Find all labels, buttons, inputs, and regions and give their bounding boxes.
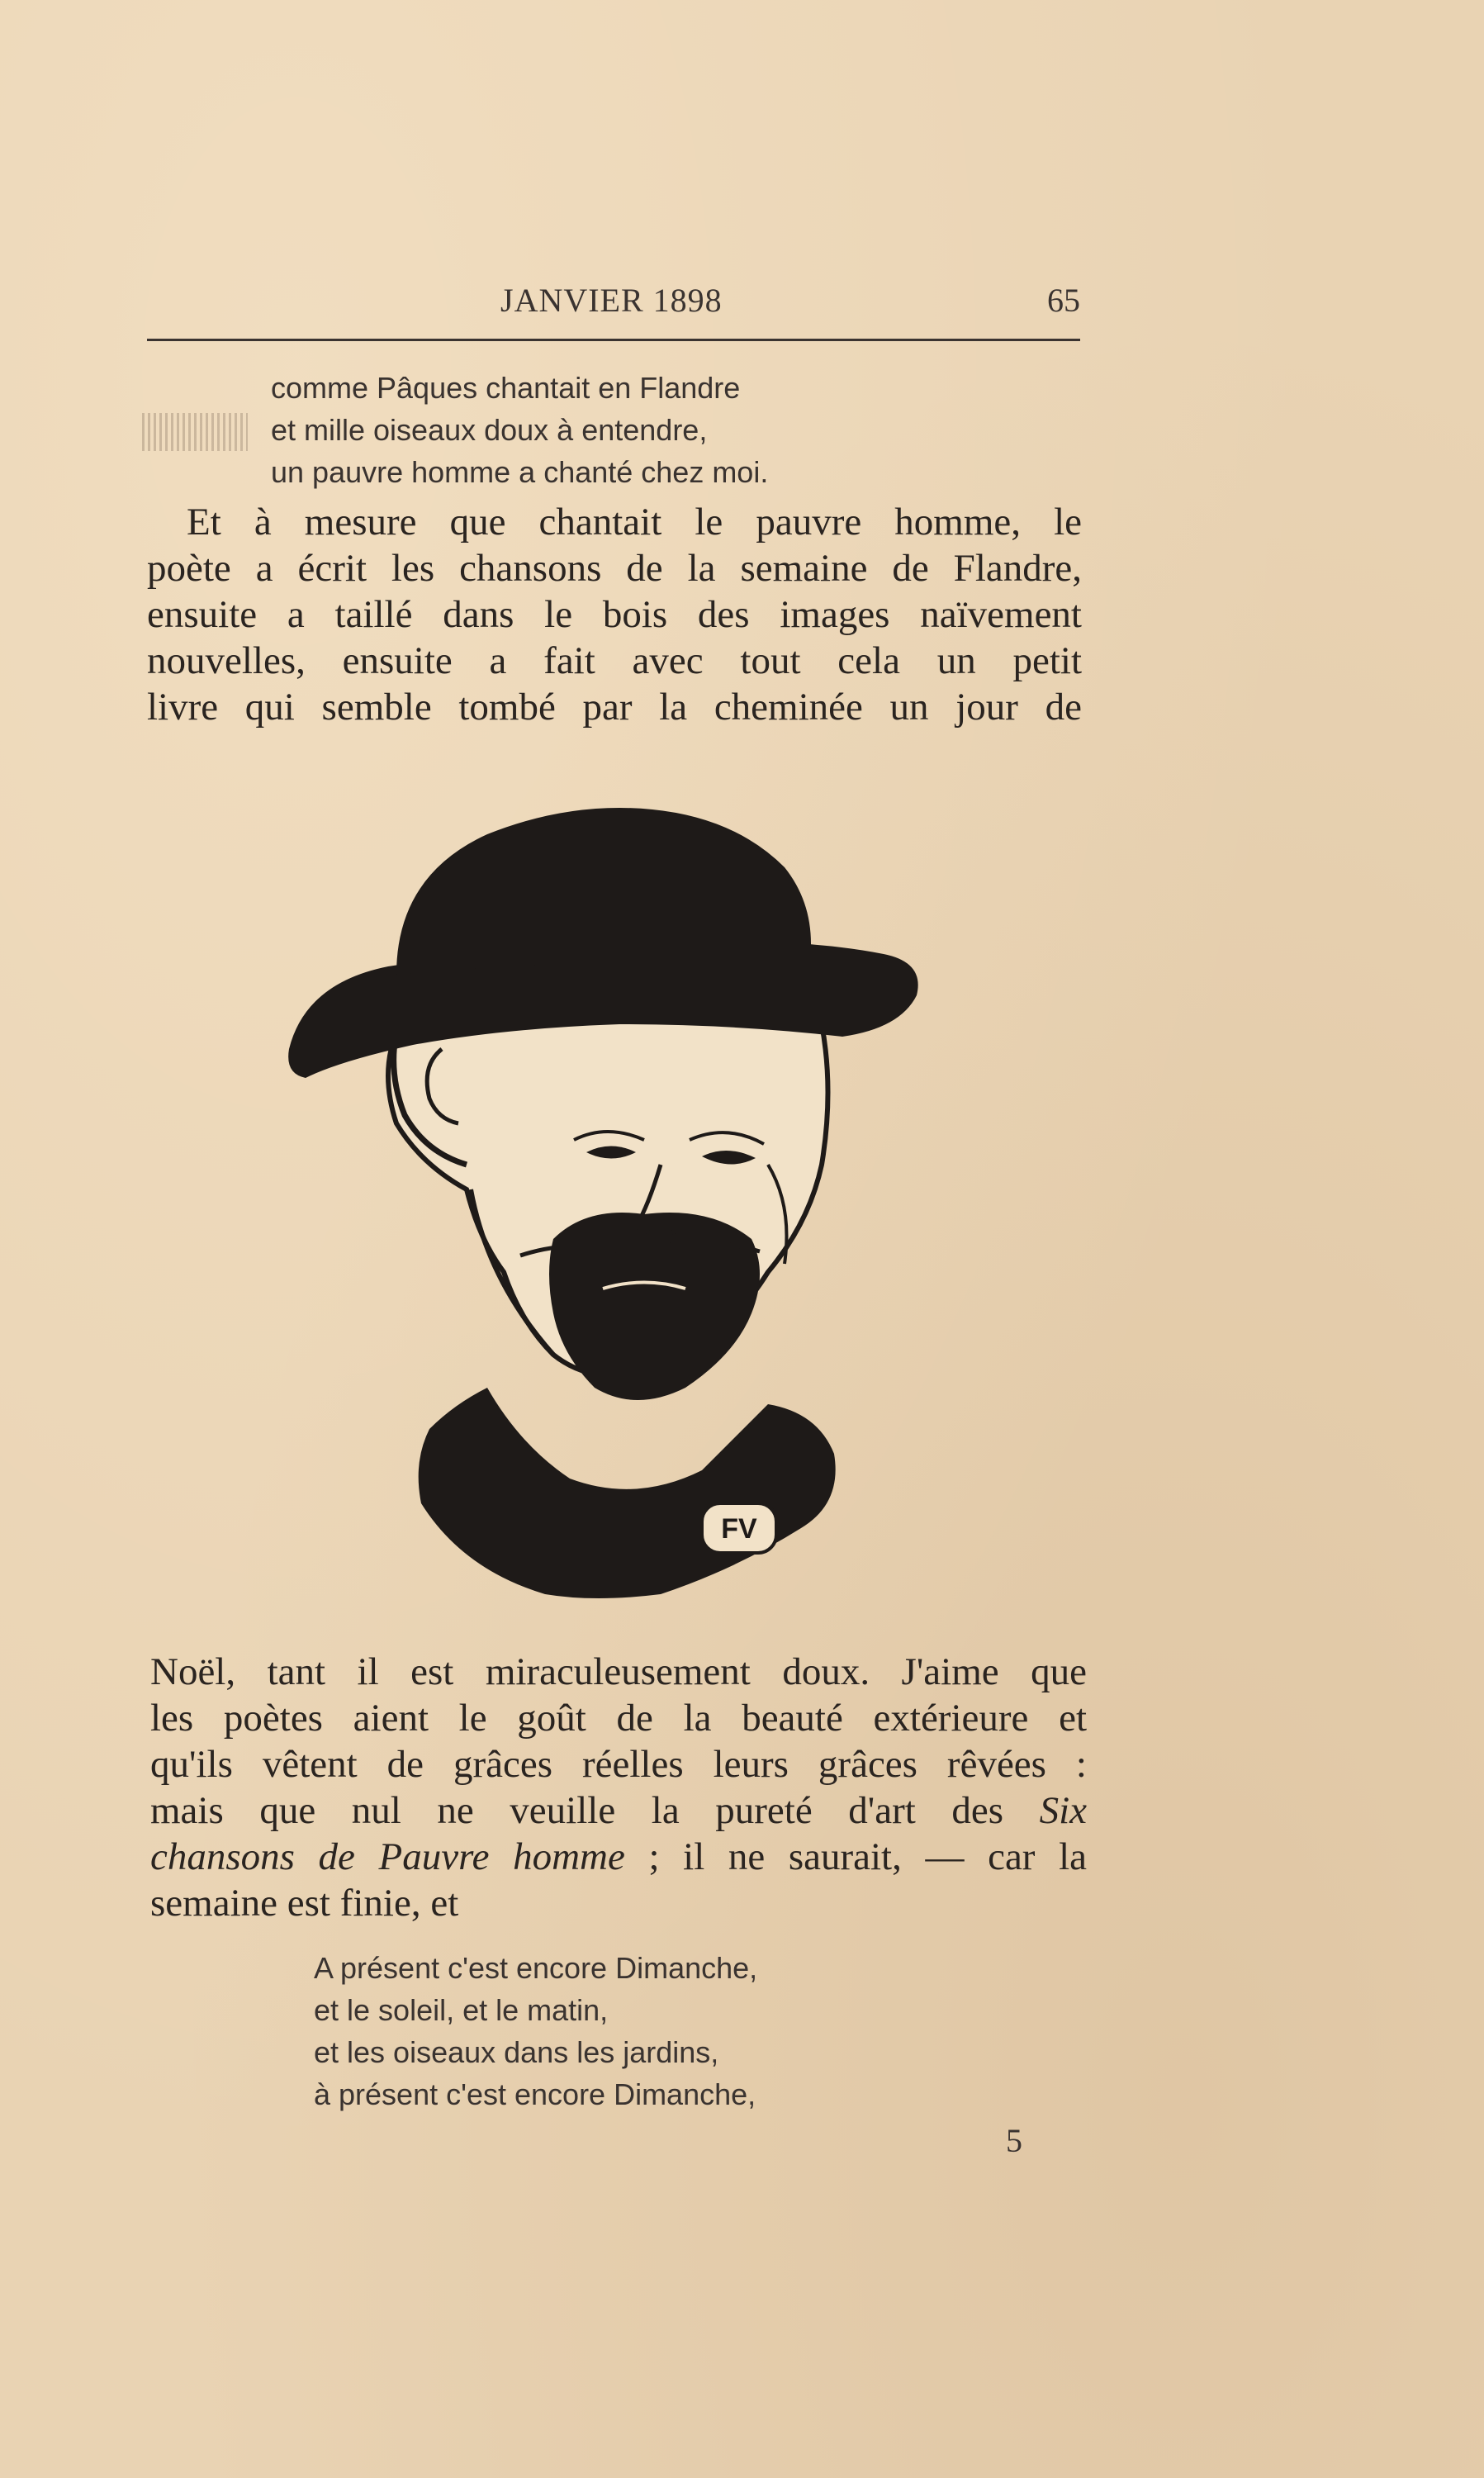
text-line: livre qui semble tombé par la cheminée un jour de: [147, 686, 1082, 729]
running-title: JANVIER 1898: [500, 282, 723, 319]
page-number: 65: [1047, 282, 1080, 319]
paragraph-2: [150, 1649, 1087, 1926]
verse-line: et le soleil, et le matin,: [314, 1993, 609, 2027]
verse-bottom: [314, 1947, 757, 2115]
running-header: [147, 281, 1080, 329]
text-line: poète a écrit les chansons de la semaine de Flandre,: [147, 547, 1082, 590]
text-line: qu'ils vêtent de grâces réelles leurs grâces rêvées :: [150, 1743, 1087, 1786]
signature-number: 5: [1006, 2122, 1022, 2159]
hat-crown: [396, 808, 811, 975]
beard-shape: [549, 1213, 760, 1400]
text-segment: ; il ne saurait, — car la: [624, 1835, 1087, 1878]
woodcut-portrait: [273, 776, 966, 1635]
text-line: Noël, tant il est miraculeusement doux. J'aime que: [150, 1650, 1087, 1693]
monogram: FV: [721, 1513, 757, 1545]
text-line: [150, 1787, 1087, 1834]
verse-line: et mille oiseaux doux à entendre,: [271, 413, 708, 447]
text-line: nouvelles, ensuite a fait avec tout cela un petit: [147, 639, 1082, 682]
verse-line: et les oiseaux dans les jardins,: [314, 2035, 719, 2069]
verse-line: A présent c'est encore Dimanche,: [314, 1951, 758, 1985]
header-rule: [147, 339, 1080, 341]
verse-line: à présent c'est encore Dimanche,: [314, 2077, 756, 2111]
text-segment: mais que nul ne veuille la pureté d'art des: [150, 1789, 1040, 1832]
book-title-part: chansons de Pauvre homme: [150, 1835, 625, 1878]
text-line: Et à mesure que chantait le pauvre homme, le: [187, 501, 1082, 544]
text-line: semaine est finie, et: [150, 1882, 459, 1925]
text-line: ensuite a taillé dans le bois des images naïvement: [147, 593, 1082, 636]
text-line: [150, 1834, 1087, 1880]
text-line: les poètes aient le goût de la beauté extérieure et: [150, 1697, 1087, 1740]
verse-top: [271, 367, 768, 493]
verse-line: comme Pâques chantait en Flandre: [271, 371, 741, 405]
book-title-part: Six: [1039, 1789, 1087, 1832]
ink-smudge: [142, 413, 248, 451]
verse-line: un pauvre homme a chanté chez moi.: [271, 455, 769, 489]
paragraph-1: [147, 499, 1082, 730]
collar-shape: [419, 1388, 836, 1598]
